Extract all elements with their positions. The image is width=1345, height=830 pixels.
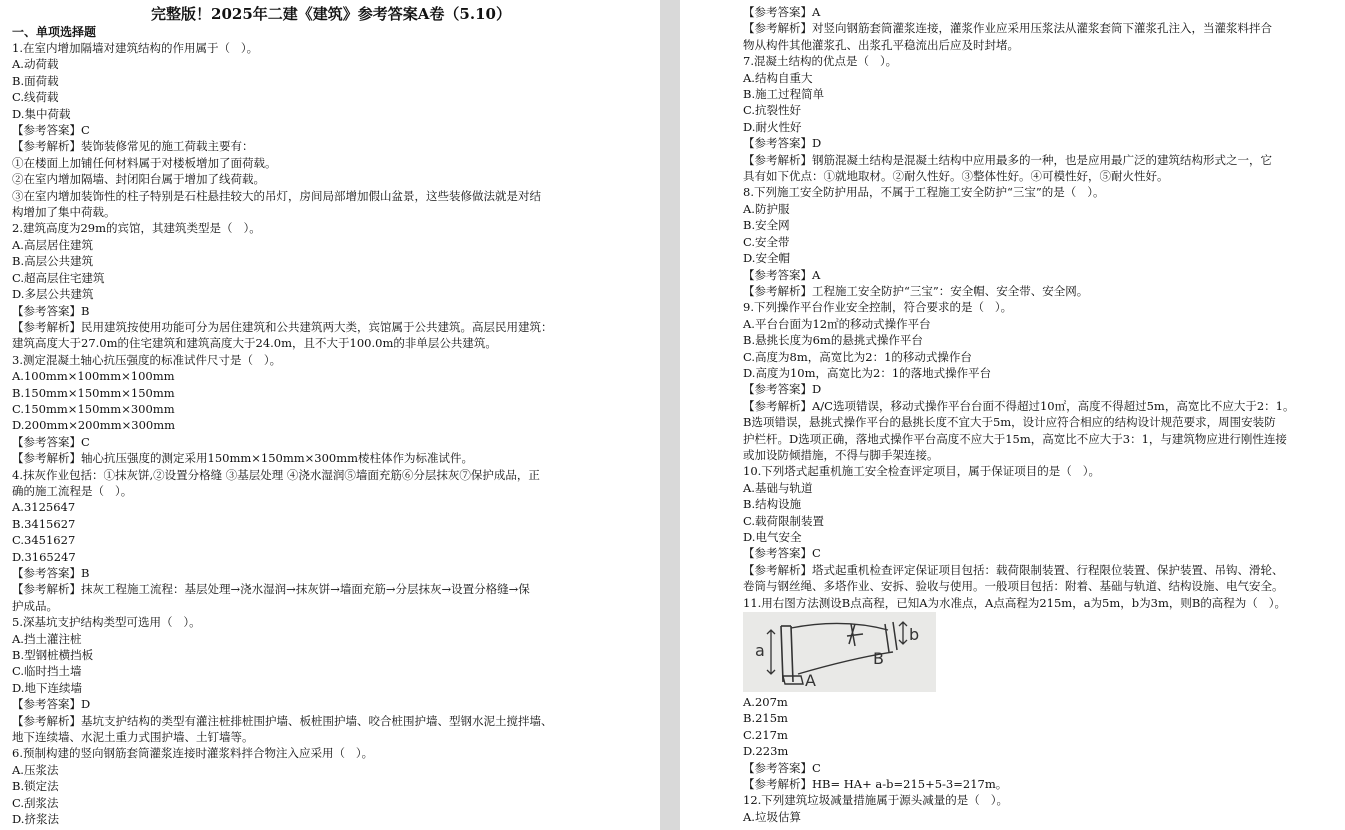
text-line: B.高层公共建筑 (12, 254, 94, 269)
text-line: A.防护服 (743, 201, 790, 216)
text-line: A.100mm×100mm×100mm (12, 369, 175, 384)
text-line: D.电气安全 (743, 530, 802, 544)
text-line: D.挤浆法 (12, 812, 59, 827)
text-line: 3.测定混凝土轴心抗压强度的标准试件尺寸是（ ）。 (12, 352, 282, 367)
text-line: C.抗裂性好 (743, 103, 802, 118)
text-line: 1.在室内增加隔墙对建筑结构的作用属于（ ）。 (12, 41, 259, 55)
document-page-left (0, 0, 660, 830)
text-line: 一、单项选择题 (12, 25, 97, 39)
text-line: 9.下列操作平台作业安全控制，符合要求的是（ ）。 (743, 300, 1013, 315)
text-line: 【参考答案】C (12, 123, 90, 138)
left-page-content (12, 24, 650, 828)
text-line: ②在室内增加隔墙、封闭阳台属于增加了线荷载。 (12, 172, 265, 187)
text-line: 【参考解析】装饰装修常见的施工荷载主要有： (12, 139, 254, 154)
text-line: C.217m (743, 727, 788, 742)
text-line: 建筑高度大于27.0m的住宅建筑和建筑高度大于24.0m，且不大于100.0m的非单层公共建筑。 (12, 336, 497, 351)
document-page-right (680, 0, 1345, 830)
text-line: 7.混凝土结构的优点是（ ）。 (743, 54, 898, 69)
text-line: 【参考解析】轴心抗压强度的测定采用150mm×150mm×300mm棱柱体作为标准试件。 (12, 451, 474, 466)
text-line: B.3415627 (12, 516, 76, 531)
text-line: D.多层公共建筑 (12, 287, 94, 302)
text-line: 5.深基坑支护结构类型可选用（ ）。 (12, 615, 201, 630)
text-line: C.3451627 (12, 533, 76, 548)
text-line: 11.用右图方法测设B点高程，已知A为水准点，A点高程为215m，a为5m，b为3m，则B的高程为（ ）。 (743, 595, 1287, 610)
text-line: 卷筒与钢丝绳、多塔作业、安拆、验收与使用。一般项目包括：附着、基础与轨道、结构设施、电气安全。 (743, 579, 1284, 594)
text-line: D.地下连续墙 (12, 680, 82, 695)
text-line: A.压浆法 (12, 762, 59, 777)
text-line: 确的施工流程是（ ）。 (12, 483, 133, 498)
text-line: 【参考答案】C (743, 546, 821, 561)
text-line: 【参考答案】D (743, 382, 822, 397)
text-line: 【参考解析】抹灰工程施工流程：基层处理→浇水湿润→抹灰饼→墙面充筋→分层抹灰→设置分格缝→保 (12, 582, 530, 597)
text-line: B.安全网 (743, 218, 790, 233)
text-line: 12.下列建筑垃圾减量措施属于源头减量的是（ ）。 (743, 793, 1009, 808)
text-line: C.超高层住宅建筑 (12, 270, 105, 285)
text-line: 【参考解析】塔式起重机检查评定保证项目包括：载荷限制装置、行程限位装置、保护装置、吊钩、滑轮、 (743, 562, 1284, 577)
text-line: 【参考答案】C (743, 760, 821, 775)
text-line: 物从构件其他灌浆孔、出浆孔平稳流出后应及时封堵。 (743, 37, 1019, 52)
text-line: 4.抹灰作业包括：①抹灰饼,②设置分格缝 ③基层处理 ④浇水湿润⑤墙面充筋⑥分层抹灰⑦保护成品，正 (12, 467, 540, 482)
text-line: B.结构设施 (743, 497, 802, 512)
text-line: 【参考解析】对竖向钢筋套筒灌浆连接，灌浆作业应采用压浆法从灌浆套筒下灌浆孔注入，当灌浆料拌合 (743, 21, 1272, 36)
text-line: C.临时挡土墙 (12, 664, 82, 679)
text-line: 【参考解析】A/C选项错误，移动式操作平台台面不得超过10㎡，高度不得超过5m，高宽比不应大于2：1。 (743, 398, 1295, 413)
text-line: 10.下列塔式起重机施工安全检查评定项目，属于保证项目的是（ ）。 (743, 464, 1101, 479)
text-line: 【参考答案】D (12, 697, 91, 712)
text-line: 或加设防倾措施，不得与脚手架连接。 (743, 447, 939, 462)
text-line: B.施工过程简单 (743, 87, 825, 102)
text-line: B.悬挑长度为6m的悬挑式操作平台 (743, 333, 923, 348)
text-line: 具有如下优点：①就地取材。②耐久性好。③整体性好。④可模性好，⑤耐火性好。 (743, 169, 1169, 184)
text-line: A.平台台面为12㎡的移动式操作平台 (743, 316, 931, 331)
text-line: D.高度为10m，高宽比为2：1的落地式操作平台 (743, 365, 992, 380)
right-page-content-bottom (743, 694, 1335, 825)
text-line: B选项错误，悬挑式操作平台的悬挑长度不宜大于5m，设计应符合相应的结构设计规范要求，周围安装防 (743, 415, 1276, 430)
text-line: C.刮浆法 (12, 795, 59, 810)
text-line: ①在楼面上加铺任何材料属于对楼板增加了面荷载。 (12, 155, 277, 170)
label-point-a: A (805, 671, 816, 691)
text-line: 【参考答案】C (12, 434, 90, 449)
text-line: A.垃圾估算 (743, 809, 801, 824)
text-line: A.3125647 (12, 500, 76, 515)
text-line: C.150mm×150mm×300mm (12, 401, 175, 416)
text-line: 构增加了集中荷载。 (12, 205, 116, 220)
text-line: 【参考解析】钢筋混凝土结构是混凝土结构中应用最多的一种，也是应用最广泛的建筑结构形式之一，它 (743, 152, 1272, 167)
text-line: 【参考答案】B (12, 303, 90, 318)
text-line: A.结构自重大 (743, 70, 813, 85)
text-line: D.200mm×200mm×300mm (12, 418, 176, 433)
text-line: C.安全带 (743, 234, 790, 249)
text-line: B.面荷载 (12, 73, 59, 88)
text-line: 6.预制构建的竖向钢筋套筒灌浆连接时灌浆料拌合物注入应采用（ ）。 (12, 746, 374, 761)
text-line: 【参考解析】HB= HA+ a-b=215+5-3=217m。 (743, 777, 1008, 792)
text-line: 2.建筑高度为29m的宾馆，其建筑类型是（ ）。 (12, 221, 261, 236)
text-line: D.耐火性好 (743, 119, 802, 134)
text-line: A.207m (743, 695, 788, 710)
text-line: A.挡土灌注桩 (12, 631, 82, 646)
document-title: 完整版！2025年二建《建筑》参考答案A卷（5.10） (151, 5, 511, 23)
right-page-content-top (743, 4, 1335, 611)
label-a: a (755, 641, 765, 661)
text-line: 【参考解析】基坑支护结构的类型有灌注桩排桩围护墙、板桩围护墙、咬合桩围护墙、型钢水泥土搅拌墙、 (12, 713, 553, 728)
text-line: D.223m (743, 744, 789, 759)
text-line: 护成品。 (12, 598, 58, 613)
text-line: B.型钢桩横挡板 (12, 648, 94, 663)
text-line: 【参考解析】民用建筑按使用功能可分为居住建筑和公共建筑两大类，宾馆属于公共建筑。高层民用建筑： (12, 319, 553, 334)
text-line: 【参考解析】工程施工安全防护“三宝”：安全帽、安全带、安全网。 (743, 283, 1089, 298)
text-line: 护栏杆。D选项正确，落地式操作平台高度不应大于15m，高宽比不应大于3：1，与建筑物应进行刚性连接 (743, 431, 1287, 446)
text-line: 【参考答案】A (743, 267, 821, 282)
label-b: b (909, 625, 920, 645)
text-line: D.3165247 (12, 549, 76, 564)
text-line: D.安全帽 (743, 251, 790, 266)
text-line: B.150mm×150mm×150mm (12, 385, 175, 400)
text-line: B.215m (743, 711, 788, 726)
text-line: C.线荷载 (12, 90, 59, 105)
text-line: A.高层居住建筑 (12, 237, 93, 252)
text-line: 【参考答案】A (743, 5, 821, 19)
text-line: B.锁定法 (12, 779, 59, 794)
text-line: 地下连续墙、水泥土重力式围护墙、土钉墙等。 (12, 730, 254, 745)
text-line: A.动荷载 (12, 57, 59, 72)
leveling-sketch (743, 612, 936, 692)
text-line: 8.下列施工安全防护用品，不属于工程施工安全防护“三宝”的是（ ）。 (743, 185, 1105, 200)
text-line: ③在室内增加装饰性的柱子特别是石柱悬挂较大的吊灯，房间局部增加假山盆景，这些装修做法就是对结 (12, 188, 541, 203)
text-line: C.高度为8m，高宽比为2：1的移动式操作台 (743, 349, 972, 364)
text-line: D.集中荷载 (12, 106, 71, 121)
text-line: 【参考答案】D (743, 136, 822, 151)
leveling-diagram (743, 612, 936, 692)
text-line: 【参考答案】B (12, 566, 90, 580)
label-point-b: B (873, 649, 884, 669)
text-line: C.载荷限制装置 (743, 513, 825, 528)
text-line: A.基础与轨道 (743, 480, 813, 495)
